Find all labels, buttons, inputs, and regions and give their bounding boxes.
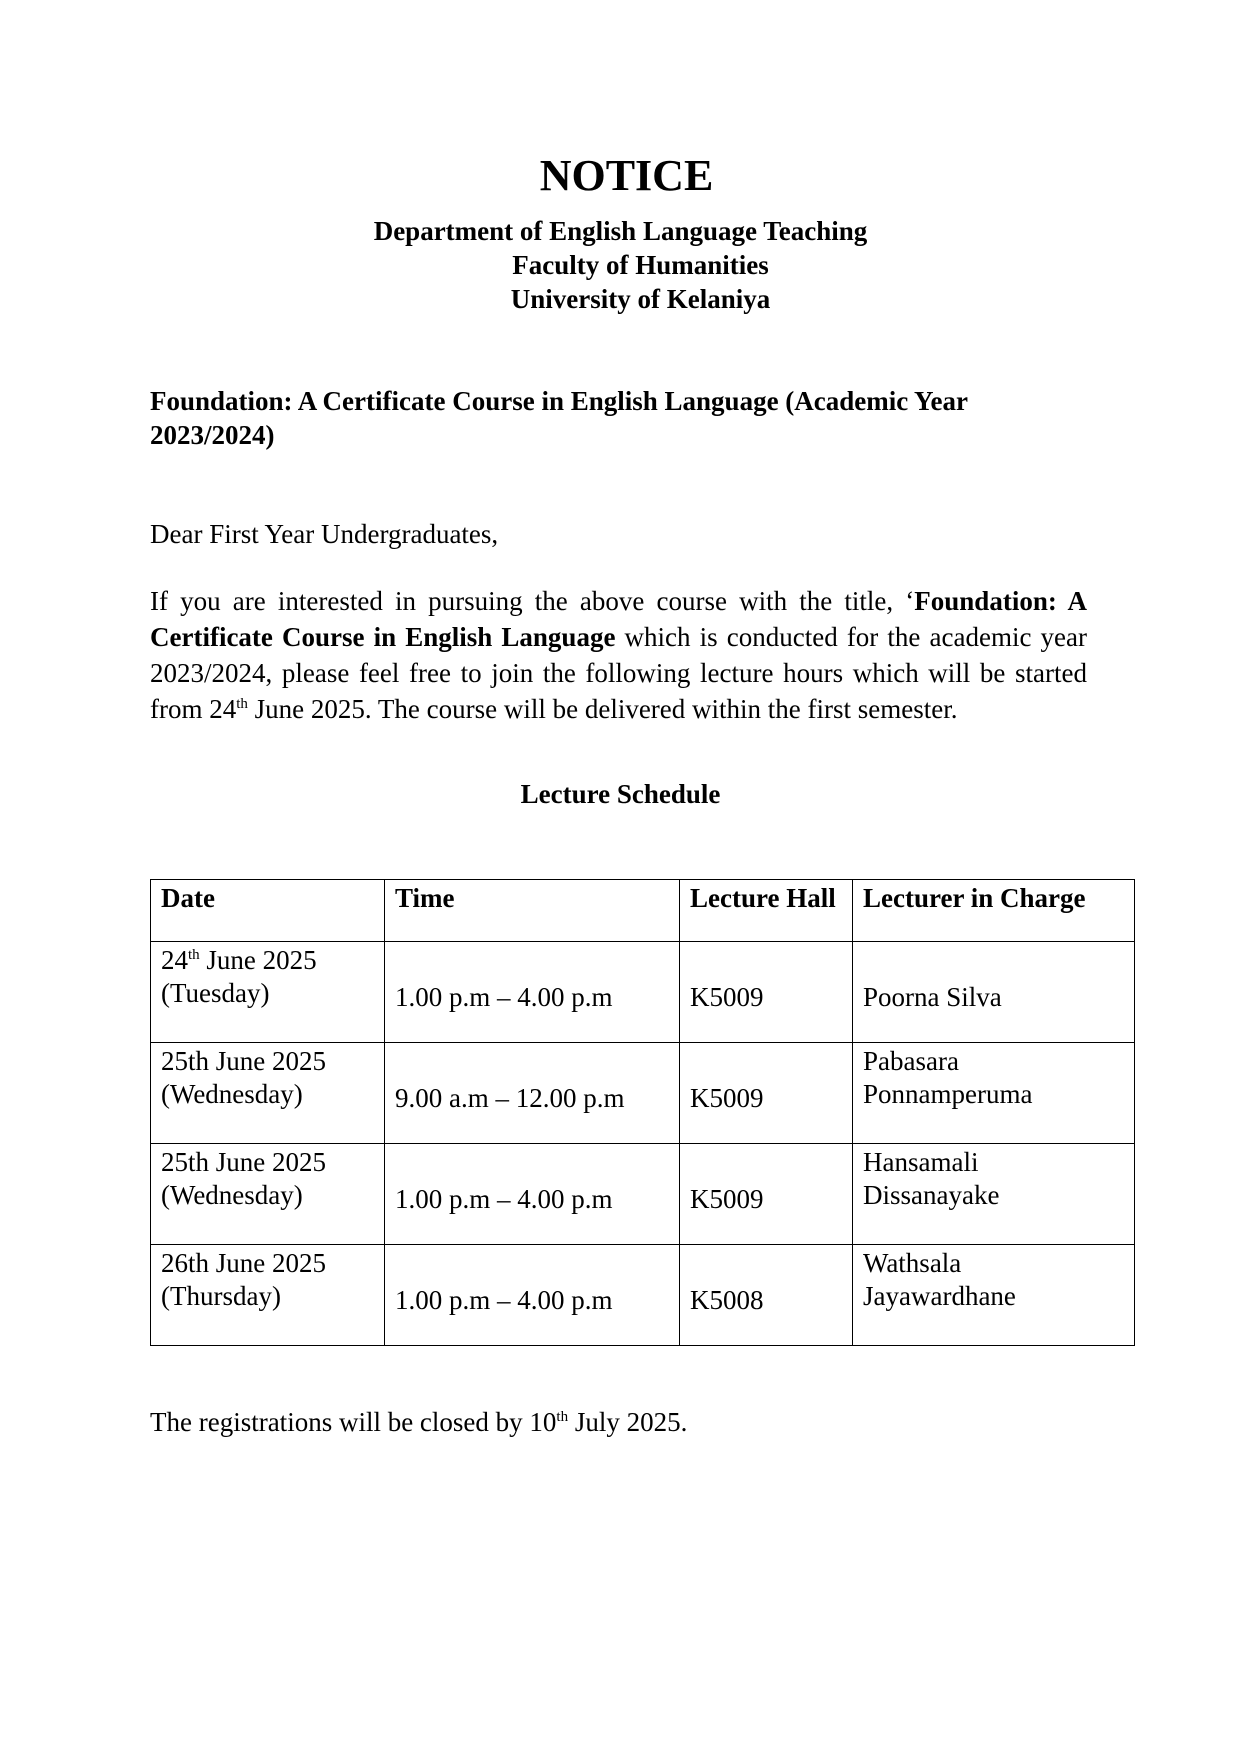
faculty-name: Faculty of Humanities — [512, 250, 769, 280]
course-title-line: 2023/2024) — [150, 420, 275, 450]
course-name-emphasis: Foundation: A Certificate Course in English Language — [150, 586, 1087, 652]
weekday: (Thursday) — [161, 1281, 281, 1311]
lecturer-name: Poorna Silva — [863, 981, 1002, 1012]
hall-cell: K5008 — [680, 1245, 853, 1346]
column-header-lecture-hall: Lecture Hall — [680, 880, 853, 942]
lecturer-first-name: Pabasara — [863, 1046, 959, 1076]
course-title — [150, 384, 1080, 452]
salutation: Dear First Year Undergraduates, — [150, 519, 499, 549]
date-day: 24 — [161, 945, 188, 975]
schedule-heading: Lecture Schedule — [520, 779, 721, 809]
table-row — [151, 1144, 1135, 1245]
lecturer-last-name: Jayawardhane — [863, 1281, 1016, 1311]
column-header-time: Time — [385, 880, 680, 942]
table-header-row — [151, 880, 1135, 942]
weekday: (Tuesday) — [161, 978, 270, 1008]
paragraph-text: June 2025. The course will be delivered within the first semester. — [247, 694, 958, 724]
ordinal-suffix: th — [556, 1409, 569, 1425]
hall-cell: K5009 — [680, 942, 853, 1043]
date-line — [161, 944, 374, 977]
lecturer-cell — [853, 942, 1135, 1043]
closing-text: July 2025. — [568, 1407, 688, 1437]
paragraph-text: If you are interested in pursuing the above course with the title, ‘ — [150, 586, 915, 616]
lecturer-first-name: Wathsala — [863, 1248, 962, 1278]
date-cell — [151, 942, 385, 1043]
time-cell: 1.00 p.m – 4.00 p.m — [385, 942, 680, 1043]
date-line: 25th June 2025 — [161, 1147, 326, 1177]
date-month-year: June 2025 — [199, 945, 317, 975]
date-line: 26th June 2025 — [161, 1248, 326, 1278]
body-paragraph — [150, 583, 1087, 727]
weekday: (Wednesday) — [161, 1180, 303, 1210]
time-cell: 1.00 p.m – 4.00 p.m — [385, 1144, 680, 1245]
lecture-schedule-table — [150, 879, 1135, 1346]
time-cell: 9.00 a.m – 12.00 p.m — [385, 1043, 680, 1144]
registration-closing-note — [150, 1405, 687, 1439]
table-row — [151, 942, 1135, 1043]
course-title-line: Foundation: A Certificate Course in English Language (Academic Year — [150, 386, 968, 416]
lecturer-cell — [853, 1245, 1135, 1346]
table-row — [151, 1245, 1135, 1346]
column-header-date: Date — [151, 880, 385, 942]
lecturer-cell — [853, 1043, 1135, 1144]
paragraph-text: which is conducted for the academic year 2023/2024, please feel free to join the following lecture hours which will be started from 24 — [150, 622, 1087, 724]
date-cell — [151, 1245, 385, 1346]
hall-cell: K5009 — [680, 1144, 853, 1245]
date-cell — [151, 1043, 385, 1144]
hall-cell: K5009 — [680, 1043, 853, 1144]
table-row — [151, 1043, 1135, 1144]
lecturer-first-name: Hansamali — [863, 1147, 979, 1177]
department-name: Department of English Language Teaching — [373, 216, 868, 246]
column-header-lecturer: Lecturer in Charge — [853, 880, 1135, 942]
lecturer-last-name: Ponnamperuma — [863, 1079, 1033, 1109]
ordinal-suffix: th — [236, 696, 248, 712]
date-cell — [151, 1144, 385, 1245]
lecturer-last-name: Dissanayake — [863, 1180, 1000, 1210]
time-cell: 1.00 p.m – 4.00 p.m — [385, 1245, 680, 1346]
university-name: University of Kelaniya — [510, 284, 771, 314]
notice-title: NOTICE — [539, 151, 714, 200]
date-line: 25th June 2025 — [161, 1046, 326, 1076]
closing-text: The registrations will be closed by 10 — [150, 1407, 557, 1437]
lecturer-cell — [853, 1144, 1135, 1245]
weekday: (Wednesday) — [161, 1079, 303, 1109]
ordinal-suffix: th — [188, 947, 200, 963]
